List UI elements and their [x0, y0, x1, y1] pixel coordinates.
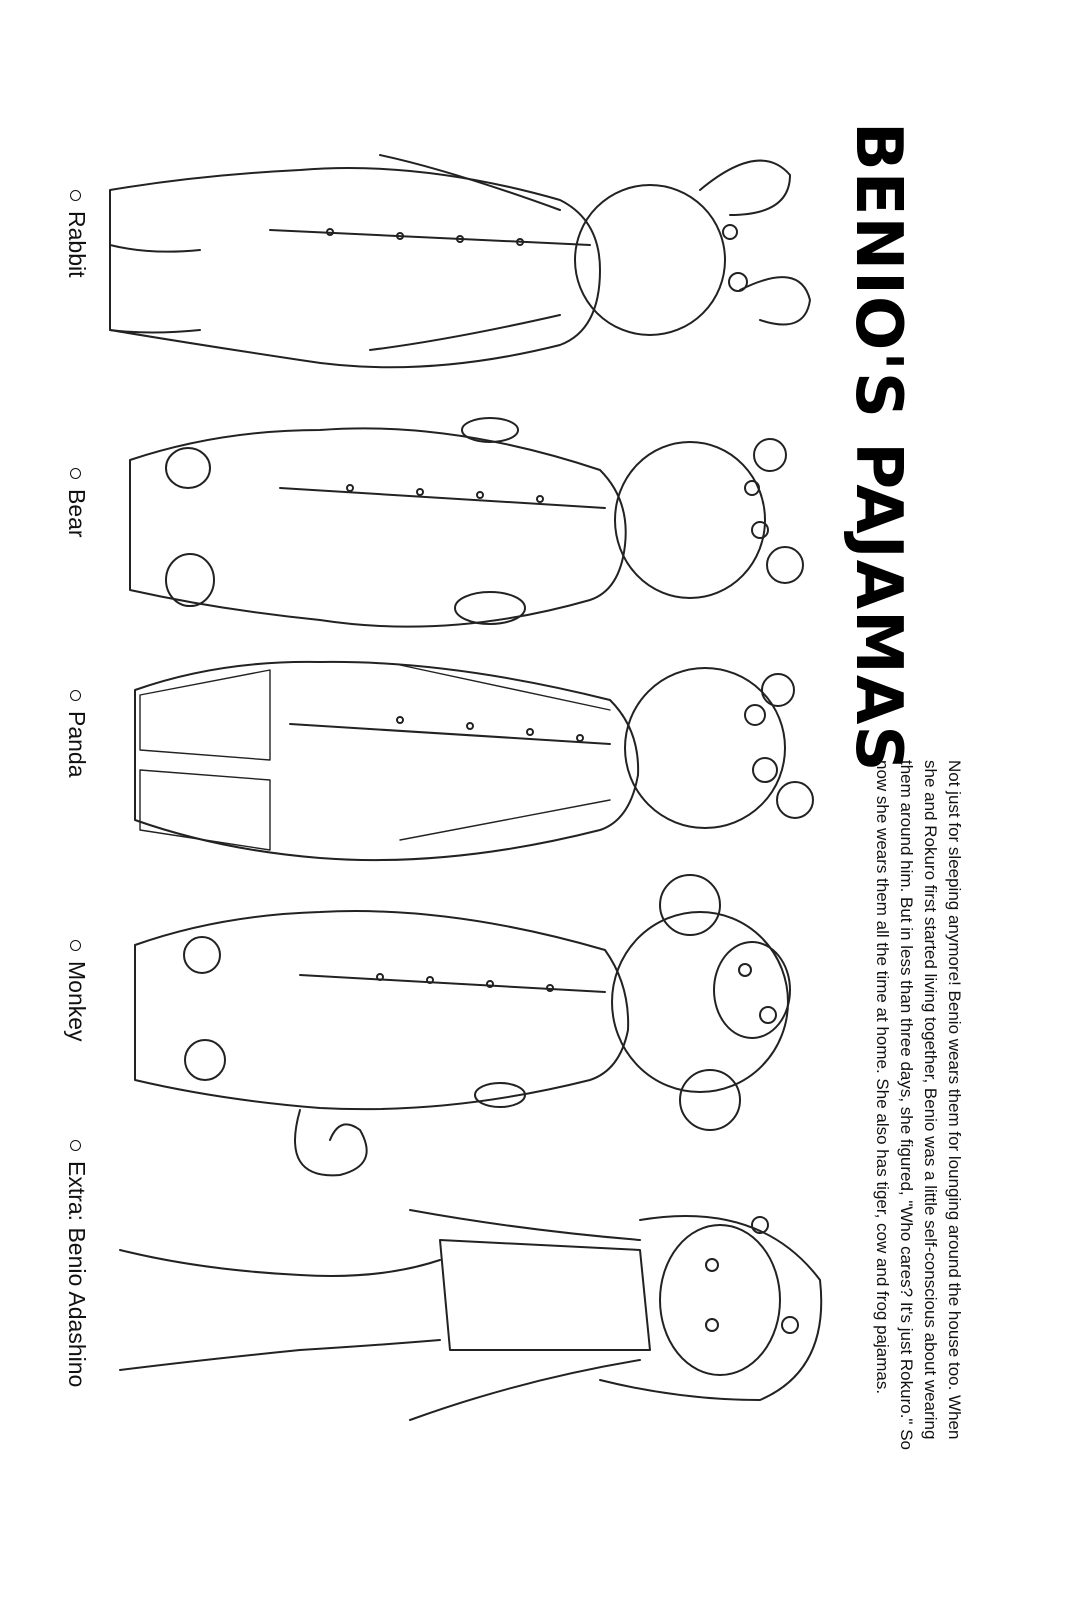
bullet-icon	[70, 468, 81, 479]
bear-pajama-sketch	[130, 418, 803, 627]
label-bear	[63, 468, 90, 538]
page-title: BENIO'S PAJAMAS	[841, 122, 915, 773]
label-text: Monkey	[64, 961, 90, 1042]
bullet-icon	[70, 690, 81, 701]
label-panda	[63, 690, 90, 778]
monkey-pajama-sketch	[135, 875, 790, 1175]
bullet-icon	[70, 940, 81, 951]
benio-sketch	[120, 1210, 821, 1420]
label-text: Panda	[64, 711, 90, 778]
label-text: Extra: Benio Adashino	[64, 1161, 90, 1388]
bullet-icon	[70, 190, 81, 201]
label-text: Rabbit	[64, 211, 90, 278]
panda-pajama-sketch	[135, 662, 813, 860]
rabbit-pajama-sketch	[110, 155, 810, 367]
label-monkey	[63, 940, 90, 1042]
label-text: Bear	[64, 489, 90, 538]
label-rabbit	[63, 190, 90, 277]
description-paragraph: Not just for sleeping anymore! Benio wears them for lounging around the house too. When she and Rokuro first started living together, Benio was a little self-conscious about wearing them around him. But in less than three days, she figured, "Who cares? It's just Rokuro." So now she wears them all the time at home. She also has tiger, cow and frog pajamas.	[873, 760, 964, 1450]
bullet-icon	[70, 1140, 81, 1151]
label-benio	[63, 1140, 90, 1387]
